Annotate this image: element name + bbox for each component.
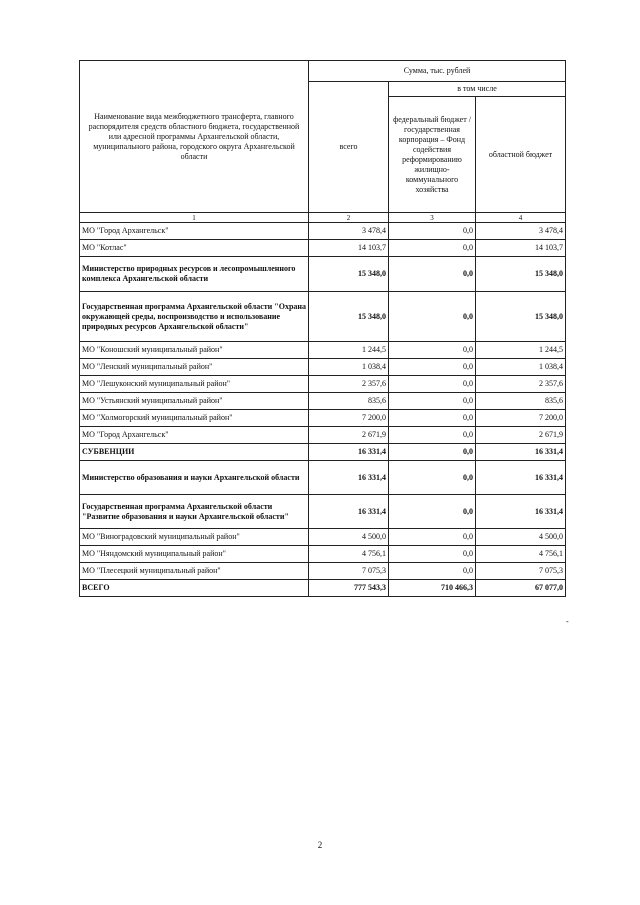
row-federal-cell: 0,0 <box>389 393 476 410</box>
row-regional-cell: 835,6 <box>476 393 566 410</box>
row-federal-cell: 0,0 <box>389 257 476 292</box>
table-body <box>80 223 566 597</box>
row-regional-cell: 14 103,7 <box>476 240 566 257</box>
row-regional-cell: 3 478,4 <box>476 223 566 240</box>
table-row <box>80 393 566 410</box>
tail-mark: - <box>566 617 569 626</box>
row-federal-cell: 0,0 <box>389 461 476 495</box>
row-name-cell: МО "Котлас" <box>80 240 309 257</box>
row-name-cell: Государственная программа Архангельской области "Охрана окружающей среды, воспроизводство и использование природных ресурсов Архангельской области" <box>80 292 309 342</box>
row-federal-cell: 0,0 <box>389 240 476 257</box>
row-regional-cell: 67 077,0 <box>476 580 566 597</box>
row-regional-cell: 4 500,0 <box>476 529 566 546</box>
table-row <box>80 342 566 359</box>
row-federal-cell: 0,0 <box>389 529 476 546</box>
row-name-cell: МО "Няндомский муниципальный район" <box>80 546 309 563</box>
row-total-cell: 4 500,0 <box>309 529 389 546</box>
row-name-cell: СУБВЕНЦИИ <box>80 444 309 461</box>
row-federal-cell: 0,0 <box>389 495 476 529</box>
row-federal-cell: 0,0 <box>389 444 476 461</box>
row-federal-cell: 0,0 <box>389 546 476 563</box>
row-federal-cell: 0,0 <box>389 563 476 580</box>
table-row <box>80 359 566 376</box>
row-regional-cell: 7 075,3 <box>476 563 566 580</box>
row-total-cell: 16 331,4 <box>309 444 389 461</box>
row-federal-cell: 0,0 <box>389 292 476 342</box>
row-total-cell: 15 348,0 <box>309 257 389 292</box>
row-total-cell: 777 543,3 <box>309 580 389 597</box>
table-row <box>80 410 566 427</box>
table-row <box>80 563 566 580</box>
row-regional-cell: 4 756,1 <box>476 546 566 563</box>
row-regional-cell: 1 038,4 <box>476 359 566 376</box>
table-row <box>80 444 566 461</box>
row-total-cell: 14 103,7 <box>309 240 389 257</box>
table-row <box>80 495 566 529</box>
row-total-cell: 16 331,4 <box>309 495 389 529</box>
table-row <box>80 529 566 546</box>
row-total-cell: 15 348,0 <box>309 292 389 342</box>
row-total-cell: 2 671,9 <box>309 427 389 444</box>
table-row <box>80 376 566 393</box>
row-federal-cell: 0,0 <box>389 342 476 359</box>
row-regional-cell: 1 244,5 <box>476 342 566 359</box>
row-regional-cell: 16 331,4 <box>476 444 566 461</box>
table-row <box>80 257 566 292</box>
row-total-cell: 4 756,1 <box>309 546 389 563</box>
budget-table <box>79 60 566 597</box>
table-row <box>80 461 566 495</box>
row-total-cell: 7 075,3 <box>309 563 389 580</box>
row-name-cell: МО "Виноградовский муниципальный район" <box>80 529 309 546</box>
row-regional-cell: 15 348,0 <box>476 292 566 342</box>
row-federal-cell: 0,0 <box>389 410 476 427</box>
table-row <box>80 580 566 597</box>
row-regional-cell: 16 331,4 <box>476 461 566 495</box>
header-total-column: всего <box>309 82 389 213</box>
column-number-3: 3 <box>389 213 476 223</box>
header-including-column: в том числе <box>389 82 566 97</box>
row-regional-cell: 16 331,4 <box>476 495 566 529</box>
row-total-cell: 3 478,4 <box>309 223 389 240</box>
row-federal-cell: 0,0 <box>389 359 476 376</box>
row-name-cell: Министерство природных ресурсов и лесопромышленного комплекса Архангельской области <box>80 257 309 292</box>
row-total-cell: 1 038,4 <box>309 359 389 376</box>
row-federal-cell: 0,0 <box>389 376 476 393</box>
table-row <box>80 546 566 563</box>
row-total-cell: 7 200,0 <box>309 410 389 427</box>
row-name-cell: МО "Лешуконский муниципальный район" <box>80 376 309 393</box>
row-total-cell: 16 331,4 <box>309 461 389 495</box>
row-federal-cell: 710 466,3 <box>389 580 476 597</box>
row-name-cell: Министерство образования и науки Архангельской области <box>80 461 309 495</box>
column-number-2: 2 <box>309 213 389 223</box>
table-row <box>80 427 566 444</box>
row-regional-cell: 2 357,6 <box>476 376 566 393</box>
header-federal-column: федеральный бюджет / государственная корпорация – Фонд содействия реформированию жилищно-коммунального хозяйства <box>389 97 476 213</box>
column-number-1: 1 <box>80 213 309 223</box>
row-regional-cell: 7 200,0 <box>476 410 566 427</box>
table-row <box>80 240 566 257</box>
row-name-cell: МО "Плесецкий муниципальный район" <box>80 563 309 580</box>
row-name-cell: МО "Город Архангельск" <box>80 427 309 444</box>
header-sum-column: Сумма, тыс. рублей <box>309 61 566 82</box>
row-regional-cell: 15 348,0 <box>476 257 566 292</box>
page-number: 2 <box>317 840 323 850</box>
row-total-cell: 835,6 <box>309 393 389 410</box>
row-name-cell: МО "Город Архангельск" <box>80 223 309 240</box>
table-row <box>80 223 566 240</box>
row-regional-cell: 2 671,9 <box>476 427 566 444</box>
row-federal-cell: 0,0 <box>389 223 476 240</box>
row-name-cell: ВСЕГО <box>80 580 309 597</box>
row-name-cell: МО "Ленский муниципальный район" <box>80 359 309 376</box>
row-name-cell: МО "Устьянский муниципальный район" <box>80 393 309 410</box>
row-name-cell: МО "Холмогорский муниципальный район" <box>80 410 309 427</box>
row-name-cell: Государственная программа Архангельской области "Развитие образования и науки Архангельской области" <box>80 495 309 529</box>
row-total-cell: 1 244,5 <box>309 342 389 359</box>
row-name-cell: МО "Коношский муниципальный район" <box>80 342 309 359</box>
row-federal-cell: 0,0 <box>389 427 476 444</box>
row-total-cell: 2 357,6 <box>309 376 389 393</box>
header-name-column: Наименование вида межбюджетного трансферта, главного распорядителя средств областного бюджета, государственной или адресной программы Архангельской области, муниципального района, городского округа Архангельской области <box>80 61 309 213</box>
header-regional-column: областной бюджет <box>476 97 566 213</box>
table-row <box>80 292 566 342</box>
column-number-4: 4 <box>476 213 566 223</box>
